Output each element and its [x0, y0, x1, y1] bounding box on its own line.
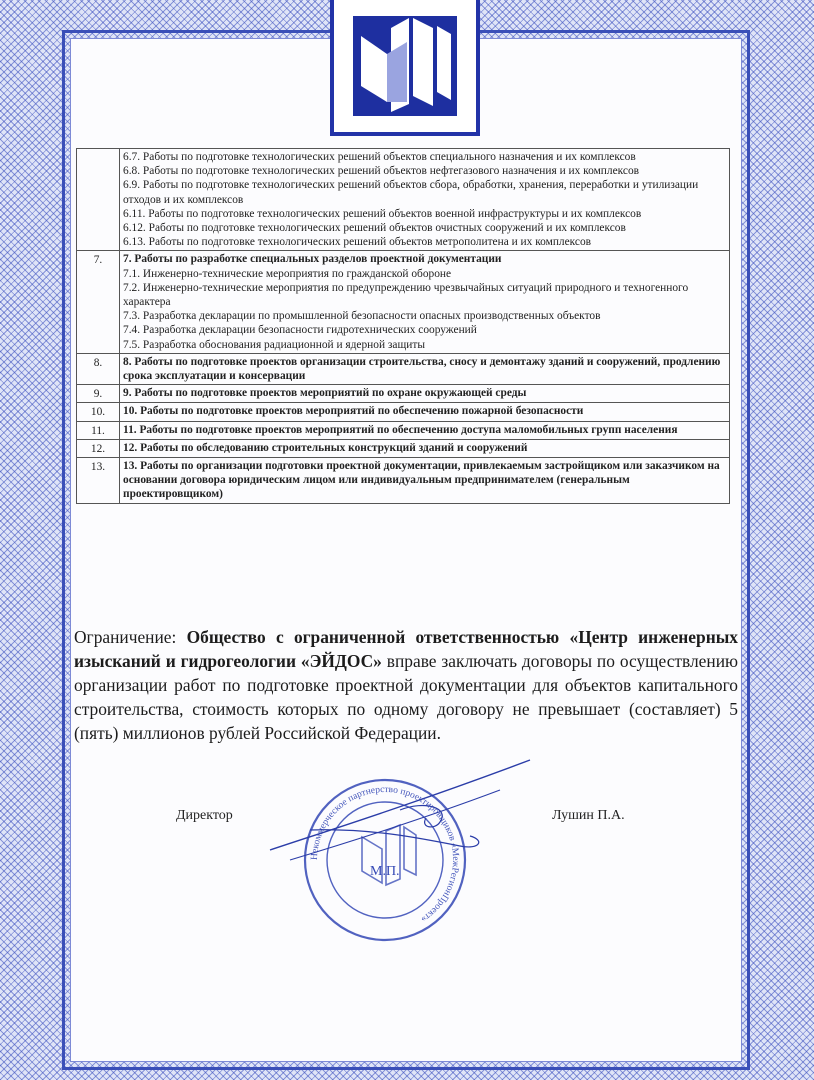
logo-emblem-icon [347, 6, 463, 122]
table-row [77, 403, 730, 421]
limitation-paragraph [74, 625, 738, 745]
row-number: 9. [77, 385, 120, 403]
table-row [77, 353, 730, 384]
limitation-prefix: Ограничение: [74, 627, 187, 647]
seal-center-text: М.П. [370, 864, 400, 879]
seal-ring-text: Некоммерческое партнерство проектировщиков «МежРегионПроект» [309, 784, 461, 924]
handwritten-signature-icon [250, 750, 550, 890]
company-name: Общество с ограниченной ответственностью «Центр инженерных изысканий и гидрогеологии «ЭЙДОС» [74, 627, 738, 671]
row-item: 6.7. Работы по подготовке технологических решений объектов специального назначения и их комплексов [123, 151, 636, 163]
table-row [77, 421, 730, 439]
row-item: 6.9. Работы по подготовке технологических решений объектов сбора, обработки, хранения, переработки и утилизации отходов и их комплексов [123, 179, 699, 206]
row-item: 7.4. Разработка декларации безопасности гидротехнических сооружений [123, 324, 477, 337]
row-number: 10. [77, 403, 120, 421]
table-row [77, 458, 730, 504]
row-number: 8. [77, 353, 120, 384]
row-heading: 11. Работы по подготовке проектов мероприятий по обеспечению доступа маломобильных групп населения [123, 423, 678, 436]
row-content [120, 385, 730, 403]
work-types-table [76, 148, 730, 504]
row-heading: 13. Работы по организации подготовки проектной документации, привлекаемым застройщиком или заказчиком на основании договора юридическим лицом или индивидуальным предпринимателем (генеральным проектировщиком) [123, 460, 720, 501]
table-row [77, 439, 730, 457]
row-heading: 7. Работы по разработке специальных разделов проектной документации [123, 253, 502, 266]
row-number: 7. [77, 251, 120, 353]
organization-logo [330, 0, 480, 136]
row-heading: 9. Работы по подготовке проектов мероприятий по охране окружающей среды [123, 387, 527, 400]
table-row [77, 149, 730, 251]
row-heading: 12. Работы по обследованию строительных конструкций зданий и сооружений [123, 441, 528, 454]
table-row [77, 385, 730, 403]
signer-position: Директор [176, 808, 233, 823]
row-content [120, 353, 730, 384]
row-item: 7.5. Разработка обоснования радиационной и ядерной защиты [123, 338, 425, 351]
row-item: 7.1. Инженерно-технические мероприятия по гражданской обороне [123, 267, 452, 280]
row-heading: 10. Работы по подготовке проектов мероприятий по обеспечению пожарной безопасности [123, 405, 584, 418]
signer-name: Лушин П.А. [552, 808, 625, 823]
table-row [77, 251, 730, 353]
row-number: 13. [77, 458, 120, 504]
row-number: 12. [77, 439, 120, 457]
row-content [120, 421, 730, 439]
row-item: 6.12. Работы по подготовке технологических решений объектов очистных сооружений и их комплексов [123, 222, 626, 235]
row-item: 6.8. Работы по подготовке технологических решений объектов нефтегазового назначения и их комплексов [123, 165, 640, 178]
row-item: 7.2. Инженерно-технические мероприятия по предупреждению чрезвычайных ситуаций природного и техногенного характера [123, 281, 689, 309]
row-item: 7.3. Разработка декларации по промышленной безопасности опасных производственных объектов [123, 310, 601, 323]
row-content [120, 149, 730, 251]
row-content [120, 251, 730, 353]
row-heading: 8. Работы по подготовке проектов организации строительства, сносу и демонтажу зданий и сооружений, продлению срока эксплуатации и консервации [123, 355, 721, 383]
limitation-text: вправе заключать договоры по осуществлению организации работ по подготовке проектной документации для объектов капитального строительства, стоимость которых по одному договору не превышает (составляет) 5 (пять) миллионов рублей Российской Федерации. [74, 651, 738, 743]
row-content [120, 458, 730, 504]
row-content [120, 403, 730, 421]
row-number [77, 149, 120, 251]
row-number: 11. [77, 421, 120, 439]
row-item: 6.13. Работы по подготовке технологических решений объектов метрополитена и их комплексов [123, 236, 592, 249]
row-content [120, 439, 730, 457]
row-item: 6.11. Работы по подготовке технологических решений объектов военной инфраструктуры и их комплексов [123, 207, 642, 220]
